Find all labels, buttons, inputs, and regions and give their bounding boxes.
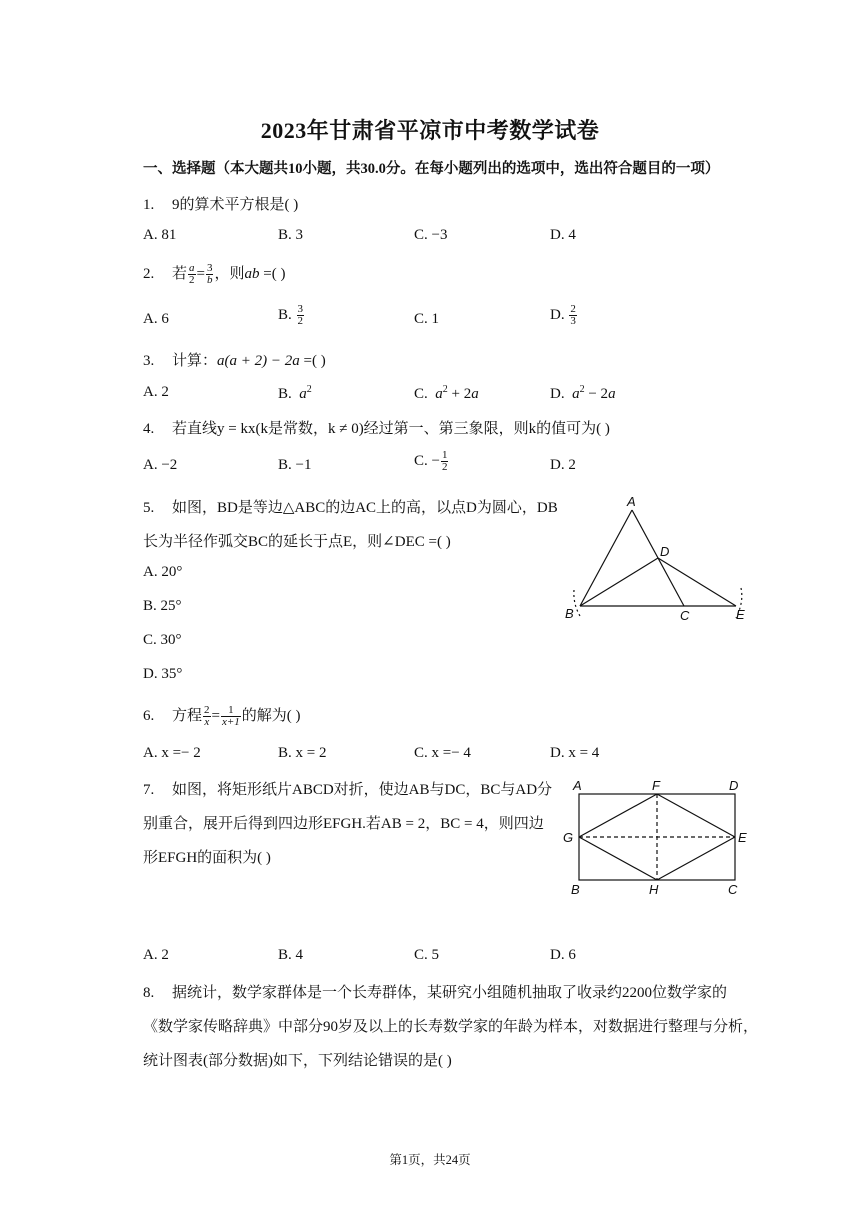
page-footer: 第1页，共24页 <box>389 1153 471 1167</box>
question-number: 2. <box>143 266 155 282</box>
q4-option-d: D. 2 <box>550 457 576 473</box>
q1-option-d: D. 4 <box>550 227 576 243</box>
label-h: H <box>649 882 659 897</box>
question-1 <box>143 193 298 214</box>
question-text: 如图，BD是等边△ABC的边AC上的高，以点D为圆心，DB <box>172 500 558 516</box>
label-c: C <box>680 608 690 623</box>
question-number: 8. <box>143 985 155 1001</box>
rectangle-figure <box>560 776 760 901</box>
q4-option-b: B. −1 <box>278 457 312 473</box>
q3-option-d: D. $a^2 - 2a$ <box>550 384 616 402</box>
label-g: G <box>563 830 574 845</box>
question-number: 3. <box>143 353 155 369</box>
label-f: F <box>652 778 660 793</box>
q4-option-c: C. − $\frac{1}{2}$ <box>414 449 448 473</box>
q2-option-b: B. $\frac{3}{2}$ <box>278 303 304 327</box>
q3-option-c: C. $a^2 + 2a$ <box>414 384 479 402</box>
q3-option-a: A. 2 <box>143 384 169 400</box>
question-text: 9的算术平方根是( ) <box>172 197 299 213</box>
question-text: 据统计，数学家群体是一个长寿群体，某研究小组随机抽取了收录约2200位数学家的 <box>172 985 728 1001</box>
q5-option-a: A. 20° <box>143 564 183 580</box>
label-b: B <box>565 606 574 621</box>
page-title: 2023年甘肃省平凉市中考数学试卷 <box>260 118 600 143</box>
question-3: 3. 计算：a(a + 2) − 2a =( ) <box>143 353 326 369</box>
question-7 <box>143 778 552 799</box>
label-b: B <box>571 882 580 897</box>
q1-option-b: B. 3 <box>278 227 304 243</box>
label-c: C <box>728 882 738 897</box>
q4-option-a: A. −2 <box>143 457 178 473</box>
question-5 <box>143 496 558 517</box>
question-text: 若 <box>172 266 188 282</box>
question-6: 6. 方程 $\frac{2}{x}$ = $\frac{1}{x+1}$ 的解为( ) <box>143 704 301 729</box>
q6-option-c: C. x =− 4 <box>414 745 471 761</box>
question-2: 2. 若 $\frac{a}{2}$ = $\frac{3}{b}$ ，则ab =( ) <box>143 262 286 287</box>
label-a: A <box>573 778 582 793</box>
q7-option-b: B. 4 <box>278 947 304 963</box>
q2-option-c: C. 1 <box>414 311 440 327</box>
label-d: D <box>729 778 739 793</box>
label-a: A <box>627 494 636 509</box>
q7-option-a: A. 2 <box>143 947 169 963</box>
question-text: 如图，将矩形纸片ABCD对折，使边AB与DC，BC与AD分 <box>172 782 553 798</box>
question-number: 1. <box>143 197 155 213</box>
question-7-line2: 别重合，展开后得到四边形EFGH.若AB = 2，BC = 4，则四边 <box>143 816 544 832</box>
question-7-line3: 形EFGH的面积为( ) <box>143 850 271 866</box>
q5-option-b: B. 25° <box>143 598 182 614</box>
question-5-line2: 长为半径作弧交BC的延长于点E，则∠DEC =( ) <box>143 534 451 550</box>
label-e: E <box>736 607 745 622</box>
fraction: $\frac{3}{b}$ <box>206 262 213 287</box>
q2-option-a: A. 6 <box>143 311 169 327</box>
q5-option-c: C. 30° <box>143 632 182 648</box>
section-heading: 一、选择题（本大题共10小题，共30.0分。在每小题列出的选项中，选出符合题目的一项） <box>143 161 720 177</box>
q6-option-d: D. x = 4 <box>550 745 600 761</box>
label-e: E <box>738 830 747 845</box>
label-d: D <box>660 544 670 559</box>
question-8-line2: 《数学家传略辞典》中部分90岁及以上的长寿数学家的年龄为样本，对数据进行整理与分析， <box>143 1019 759 1035</box>
q2-option-d: D. $\frac{2}{3}$ <box>550 303 576 327</box>
q1-option-a: A. 81 <box>143 227 177 243</box>
triangle-figure <box>560 492 760 632</box>
question-text: 若直线y = kx(k是常数，k ≠ 0)经过第一、第三象限，则k的值可为( ) <box>172 421 610 437</box>
q1-option-c: C. −3 <box>414 227 448 243</box>
q5-option-d: D. 35° <box>143 666 183 682</box>
question-4 <box>143 417 610 438</box>
q6-option-b: B. x = 2 <box>278 745 327 761</box>
question-8 <box>143 981 727 1002</box>
q7-option-d: D. 6 <box>550 947 576 963</box>
q3-option-b: B. $a^2$ <box>278 384 312 402</box>
q7-option-c: C. 5 <box>414 947 440 963</box>
fraction: $\frac{a}{2}$ <box>189 262 195 287</box>
q6-option-a: A. x =− 2 <box>143 745 201 761</box>
question-number: 5. <box>143 500 155 516</box>
question-number: 7. <box>143 782 155 798</box>
question-number: 4. <box>143 421 155 437</box>
question-number: 6. <box>143 708 155 724</box>
question-8-line3: 统计图表(部分数据)如下，下列结论错误的是( ) <box>143 1053 452 1069</box>
